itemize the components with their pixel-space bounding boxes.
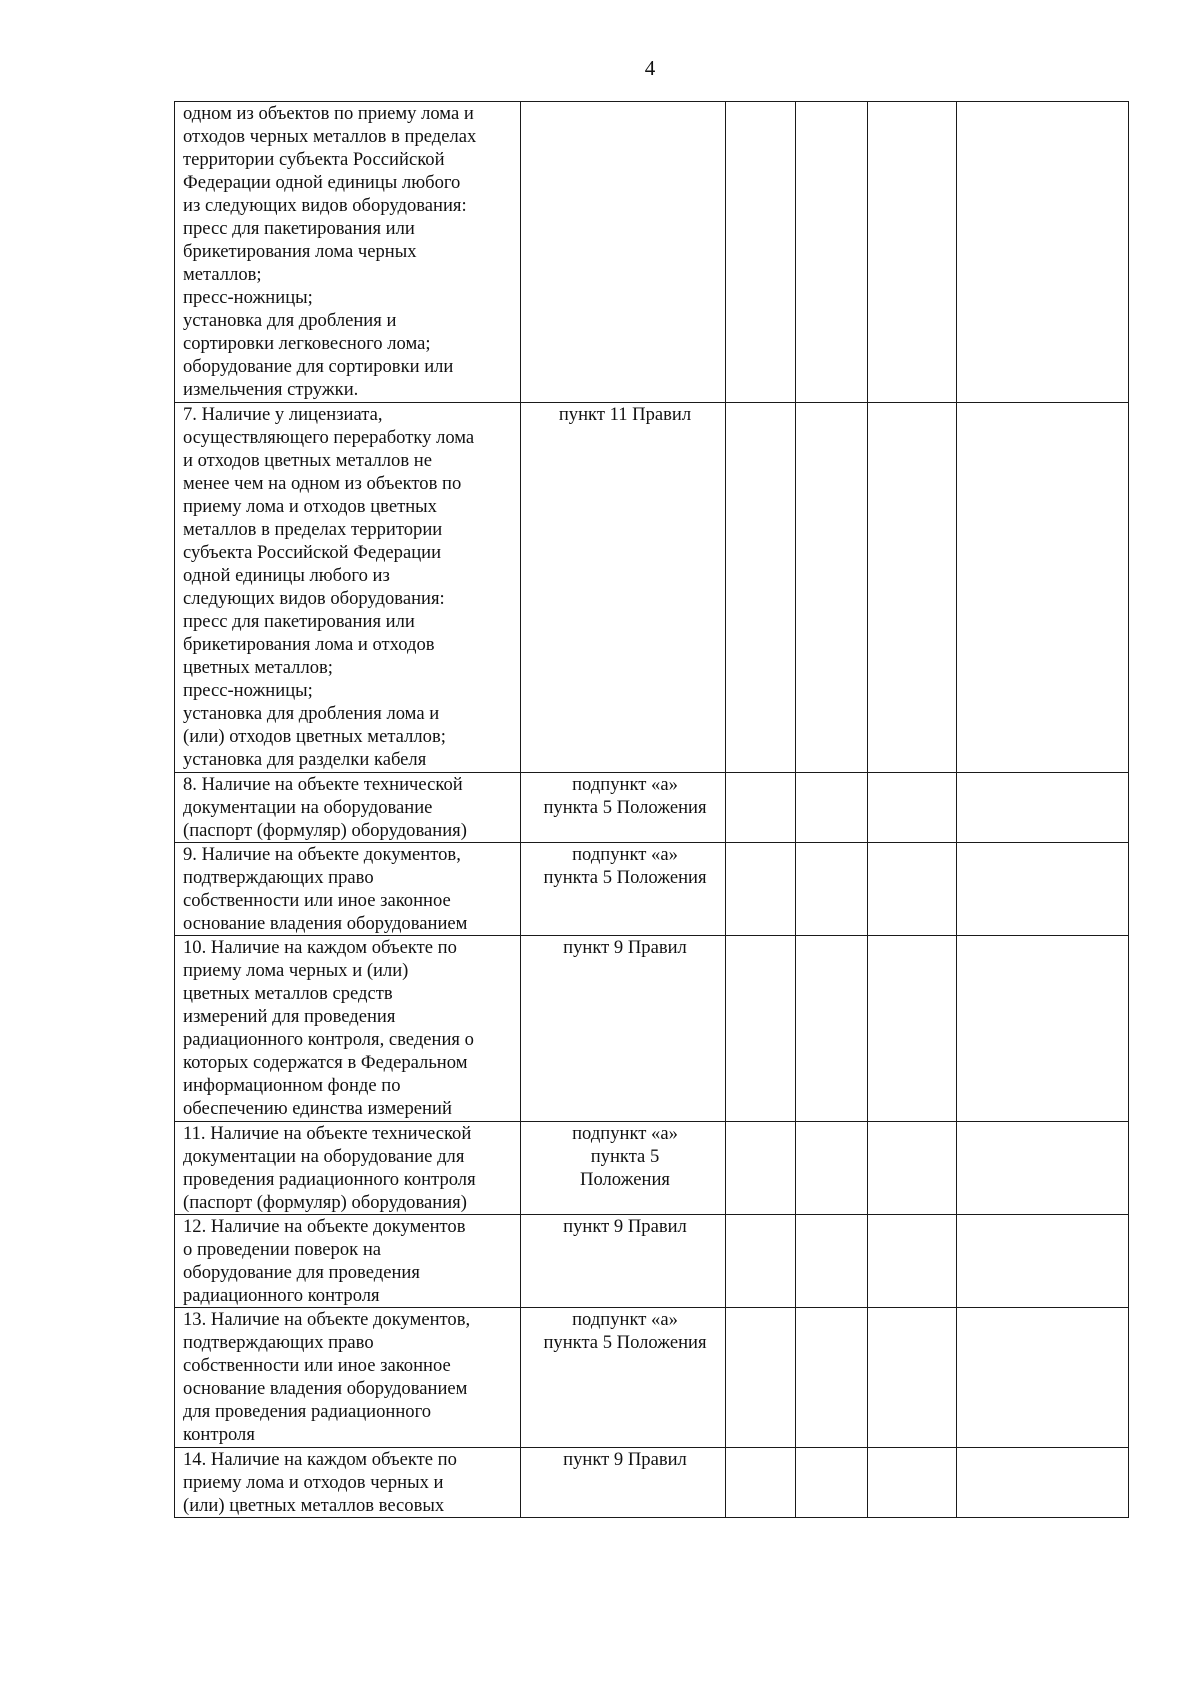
table-row bbox=[175, 403, 1129, 773]
answer-yes-cell bbox=[726, 1308, 796, 1448]
cell-text-line: радиационного контроля bbox=[183, 1285, 380, 1306]
cell-text-line: и отходов цветных металлов не bbox=[183, 450, 432, 471]
cell-text-line: пресс для пакетирования или bbox=[183, 218, 415, 239]
cell-text-line: территории субъекта Российской bbox=[183, 149, 445, 170]
answer-no-cell bbox=[796, 1448, 868, 1518]
legal-reference-cell bbox=[521, 843, 726, 936]
cell-text-line: осуществляющего переработку лома bbox=[183, 427, 475, 448]
answer-no-cell bbox=[796, 843, 868, 936]
cell-text-line: собственности или иное законное bbox=[183, 1355, 451, 1376]
legal-reference-cell bbox=[521, 1122, 726, 1215]
cell-text-line: 13. Наличие на объекте документов, bbox=[183, 1309, 471, 1330]
cell-text-line: 7. Наличие у лицензиата, bbox=[183, 404, 383, 425]
legal-reference-cell bbox=[521, 1215, 726, 1308]
answer-na-cell bbox=[868, 403, 957, 773]
cell-text-line: следующих видов оборудования: bbox=[183, 588, 445, 609]
requirement-cell bbox=[175, 1122, 521, 1215]
cell-text-line: подпункт «а» bbox=[572, 844, 678, 865]
cell-text-line: металлов; bbox=[183, 264, 262, 285]
requirement-cell bbox=[175, 936, 521, 1122]
cell-text-line: установка для разделки кабеля bbox=[183, 749, 427, 770]
answer-na-cell bbox=[868, 1215, 957, 1308]
cell-text-line: контроля bbox=[183, 1424, 255, 1445]
answer-no-cell bbox=[796, 102, 868, 403]
answer-yes-cell bbox=[726, 1448, 796, 1518]
answer-yes-cell bbox=[726, 403, 796, 773]
cell-text-line: пункт 9 Правил bbox=[563, 1216, 687, 1237]
answer-yes-cell bbox=[726, 843, 796, 936]
notes-cell bbox=[957, 1122, 1129, 1215]
cell-text-line: документации на оборудование для bbox=[183, 1146, 465, 1167]
cell-text-line: (или) отходов цветных металлов; bbox=[183, 726, 446, 747]
cell-text-line: 11. Наличие на объекте технической bbox=[183, 1123, 472, 1144]
cell-text-line: 10. Наличие на каждом объекте по bbox=[183, 937, 457, 958]
cell-text-line: измерений для проведения bbox=[183, 1006, 396, 1027]
cell-text-line: приему лома и отходов черных и bbox=[183, 1472, 444, 1493]
cell-text-line: подпункт «а» bbox=[572, 1123, 678, 1144]
cell-text-line: документации на оборудование bbox=[183, 797, 433, 818]
legal-reference-cell bbox=[521, 936, 726, 1122]
answer-na-cell bbox=[868, 936, 957, 1122]
answer-no-cell bbox=[796, 1215, 868, 1308]
cell-text-line: (паспорт (формуляр) оборудования) bbox=[183, 1192, 467, 1213]
answer-na-cell bbox=[868, 102, 957, 403]
cell-text-line: 8. Наличие на объекте технической bbox=[183, 774, 463, 795]
cell-text-line: пункта 5 Положения bbox=[543, 867, 707, 888]
cell-text-line: которых содержатся в Федеральном bbox=[183, 1052, 468, 1073]
table-row bbox=[175, 1308, 1129, 1448]
cell-text-line: о проведении поверок на bbox=[183, 1239, 382, 1260]
cell-text-line: оборудование для проведения bbox=[183, 1262, 420, 1283]
cell-text-line: Федерации одной единицы любого bbox=[183, 172, 461, 193]
answer-na-cell bbox=[868, 843, 957, 936]
cell-text-line: (паспорт (формуляр) оборудования) bbox=[183, 820, 467, 841]
cell-text-line: брикетирования лома и отходов bbox=[183, 634, 435, 655]
cell-text-line: (или) цветных металлов весовых bbox=[183, 1495, 445, 1516]
answer-no-cell bbox=[796, 403, 868, 773]
cell-text-line: подтверждающих право bbox=[183, 1332, 374, 1353]
answer-yes-cell bbox=[726, 1215, 796, 1308]
answer-yes-cell bbox=[726, 936, 796, 1122]
cell-text-line: брикетирования лома черных bbox=[183, 241, 417, 262]
requirement-cell bbox=[175, 403, 521, 773]
requirement-cell bbox=[175, 1215, 521, 1308]
answer-yes-cell bbox=[726, 773, 796, 843]
cell-text-line: обеспечению единства измерений bbox=[183, 1098, 452, 1119]
cell-text-line: подпункт «а» bbox=[572, 774, 678, 795]
cell-text-line: подтверждающих право bbox=[183, 867, 374, 888]
notes-cell bbox=[957, 936, 1129, 1122]
cell-text-line: пресс для пакетирования или bbox=[183, 611, 415, 632]
cell-text-line: собственности или иное законное bbox=[183, 890, 451, 911]
notes-cell bbox=[957, 403, 1129, 773]
answer-na-cell bbox=[868, 773, 957, 843]
legal-reference-cell bbox=[521, 1448, 726, 1518]
notes-cell bbox=[957, 1448, 1129, 1518]
cell-text-line: измельчения стружки. bbox=[183, 379, 359, 400]
answer-na-cell bbox=[868, 1448, 957, 1518]
table-row bbox=[175, 1122, 1129, 1215]
cell-text-line: установка для дробления и bbox=[183, 310, 397, 331]
cell-text-line: сортировки легковесного лома; bbox=[183, 333, 431, 354]
cell-text-line: менее чем на одном из объектов по bbox=[183, 473, 462, 494]
cell-text-line: пункта 5 Положения bbox=[543, 1332, 707, 1353]
cell-text-line: пункт 9 Правил bbox=[563, 1449, 687, 1470]
cell-text-line: радиационного контроля, сведения о bbox=[183, 1029, 474, 1050]
cell-text-line: цветных металлов средств bbox=[183, 983, 393, 1004]
cell-text-line: приему лома и отходов цветных bbox=[183, 496, 437, 517]
cell-text-line: отходов черных металлов в пределах bbox=[183, 126, 477, 147]
table-row bbox=[175, 773, 1129, 843]
table-row bbox=[175, 1215, 1129, 1308]
answer-no-cell bbox=[796, 773, 868, 843]
notes-cell bbox=[957, 843, 1129, 936]
cell-text-line: проведения радиационного контроля bbox=[183, 1169, 476, 1190]
cell-text-line: основание владения оборудованием bbox=[183, 913, 468, 934]
table-row bbox=[175, 843, 1129, 936]
checklist-table bbox=[174, 101, 1129, 1518]
answer-yes-cell bbox=[726, 1122, 796, 1215]
cell-text-line: подпункт «а» bbox=[572, 1309, 678, 1330]
legal-reference-cell bbox=[521, 403, 726, 773]
cell-text-line: одном из объектов по приему лома и bbox=[183, 103, 474, 124]
cell-text-line: пункт 11 Правил bbox=[558, 404, 692, 425]
cell-text-line: основание владения оборудованием bbox=[183, 1378, 468, 1399]
cell-text-line: 12. Наличие на объекте документов bbox=[183, 1216, 466, 1237]
cell-text-line: субъекта Российской Федерации bbox=[183, 542, 442, 563]
requirement-cell bbox=[175, 843, 521, 936]
answer-no-cell bbox=[796, 1122, 868, 1215]
answer-na-cell bbox=[868, 1308, 957, 1448]
notes-cell bbox=[957, 102, 1129, 403]
table-row bbox=[175, 1448, 1129, 1518]
page-number: 4 bbox=[644, 56, 656, 80]
requirement-cell bbox=[175, 1308, 521, 1448]
cell-text-line: металлов в пределах территории bbox=[183, 519, 443, 540]
requirement-cell bbox=[175, 102, 521, 403]
cell-text-line: информационном фонде по bbox=[183, 1075, 401, 1096]
cell-text-line: 14. Наличие на каждом объекте по bbox=[183, 1449, 457, 1470]
requirement-cell bbox=[175, 1448, 521, 1518]
notes-cell bbox=[957, 1215, 1129, 1308]
cell-text-line: оборудование для сортировки или bbox=[183, 356, 454, 377]
legal-reference-cell bbox=[521, 102, 726, 403]
legal-reference-cell bbox=[521, 1308, 726, 1448]
cell-text-line: установка для дробления лома и bbox=[183, 703, 440, 724]
cell-text-line: Положения bbox=[580, 1169, 670, 1190]
cell-text-line: для проведения радиационного bbox=[183, 1401, 432, 1422]
answer-yes-cell bbox=[726, 102, 796, 403]
cell-text-line: одной единицы любого из bbox=[183, 565, 390, 586]
notes-cell bbox=[957, 773, 1129, 843]
answer-no-cell bbox=[796, 1308, 868, 1448]
legal-reference-cell bbox=[521, 773, 726, 843]
cell-text-line: пресс-ножницы; bbox=[183, 680, 313, 701]
notes-cell bbox=[957, 1308, 1129, 1448]
cell-text-line: 9. Наличие на объекте документов, bbox=[183, 844, 461, 865]
cell-text-line: приему лома черных и (или) bbox=[183, 960, 409, 981]
answer-no-cell bbox=[796, 936, 868, 1122]
cell-text-line: пресс-ножницы; bbox=[183, 287, 313, 308]
cell-text-line: пункт 9 Правил bbox=[563, 937, 687, 958]
table-row bbox=[175, 936, 1129, 1122]
cell-text-line: цветных металлов; bbox=[183, 657, 333, 678]
cell-text-line: из следующих видов оборудования: bbox=[183, 195, 467, 216]
requirement-cell bbox=[175, 773, 521, 843]
cell-text-line: пункта 5 Положения bbox=[543, 797, 707, 818]
table-row bbox=[175, 102, 1129, 403]
cell-text-line: пункта 5 bbox=[590, 1146, 660, 1167]
answer-na-cell bbox=[868, 1122, 957, 1215]
